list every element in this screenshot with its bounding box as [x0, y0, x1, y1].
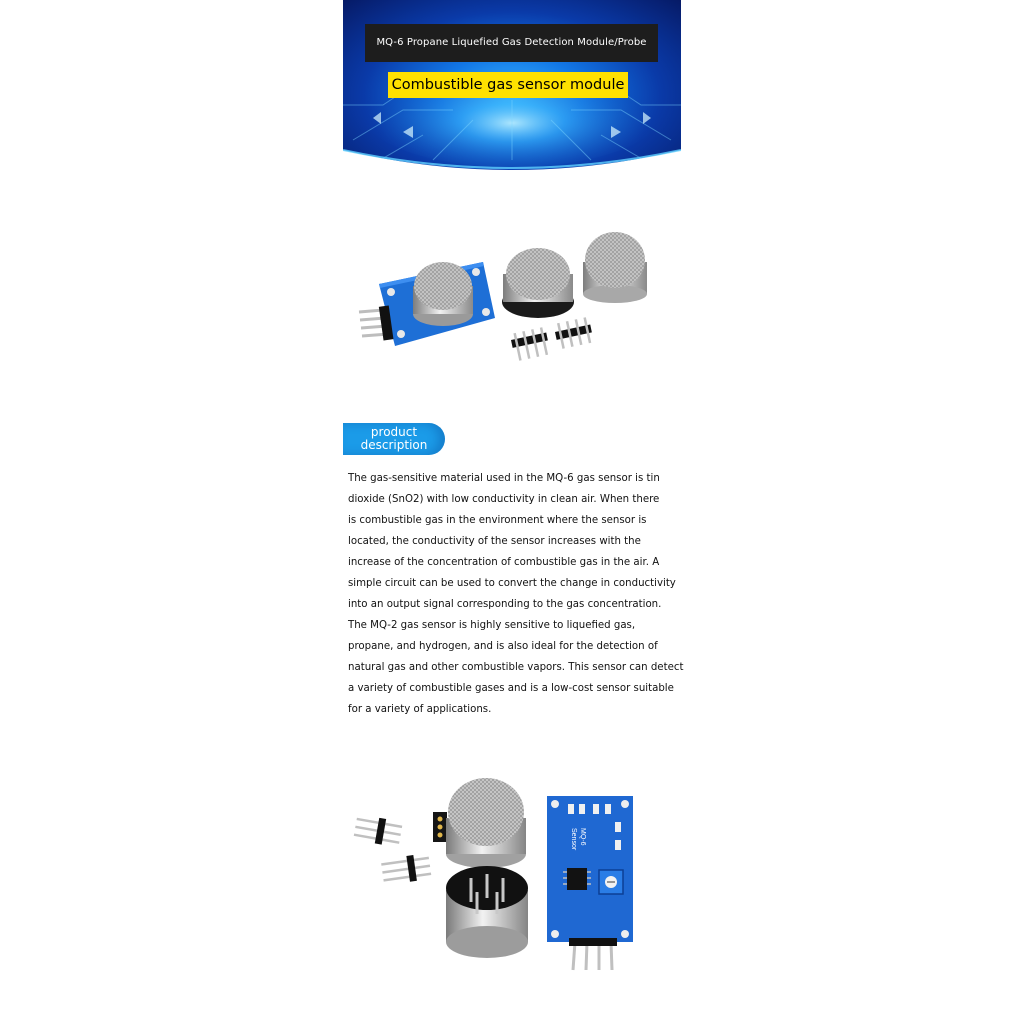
product-photo-bottom	[343, 770, 681, 990]
tag-line-2: description	[360, 438, 428, 452]
description-line: increase of the concentration of combustible gas in the air. A	[348, 557, 660, 568]
sensor-module-image	[343, 770, 681, 990]
description-line: into an output signal corresponding to the gas concentration.	[348, 599, 662, 610]
description-line: for a variety of applications.	[348, 704, 492, 715]
description-line: The MQ-2 gas sensor is highly sensitive to liquefied gas,	[348, 620, 636, 631]
product-page	[343, 0, 684, 1024]
description-line: is combustible gas in the environment where the sensor is	[348, 515, 647, 526]
description-line: simple circuit can be used to convert the change in conductivity	[348, 578, 676, 589]
product-description	[348, 468, 684, 720]
description-line: propane, and hydrogen, and is also ideal for the detection of	[348, 641, 658, 652]
description-line: located, the conductivity of the sensor increases with the	[348, 536, 641, 547]
banner-title: MQ-6 Propane Liquefied Gas Detection Module/Probe	[365, 24, 658, 62]
description-line: dioxide (SnO2) with low conductivity in clean air. When there	[348, 494, 660, 505]
description-line: a variety of combustible gases and is a low-cost sensor suitable	[348, 683, 674, 694]
sensor-set-image	[343, 222, 681, 382]
board-label-1: MQ-6	[579, 828, 586, 846]
product-photo-top	[343, 222, 681, 382]
description-line: natural gas and other combustible vapors. This sensor can detect	[348, 662, 684, 673]
description-line: The gas-sensitive material used in the MQ-6 gas sensor is tin	[348, 473, 660, 484]
hero-banner	[343, 0, 681, 172]
tag-line-1: product	[370, 425, 418, 439]
product-description-tag	[343, 423, 445, 455]
banner-subtitle: Combustible gas sensor module	[388, 72, 628, 98]
board-label-2: Sensor	[570, 828, 577, 851]
